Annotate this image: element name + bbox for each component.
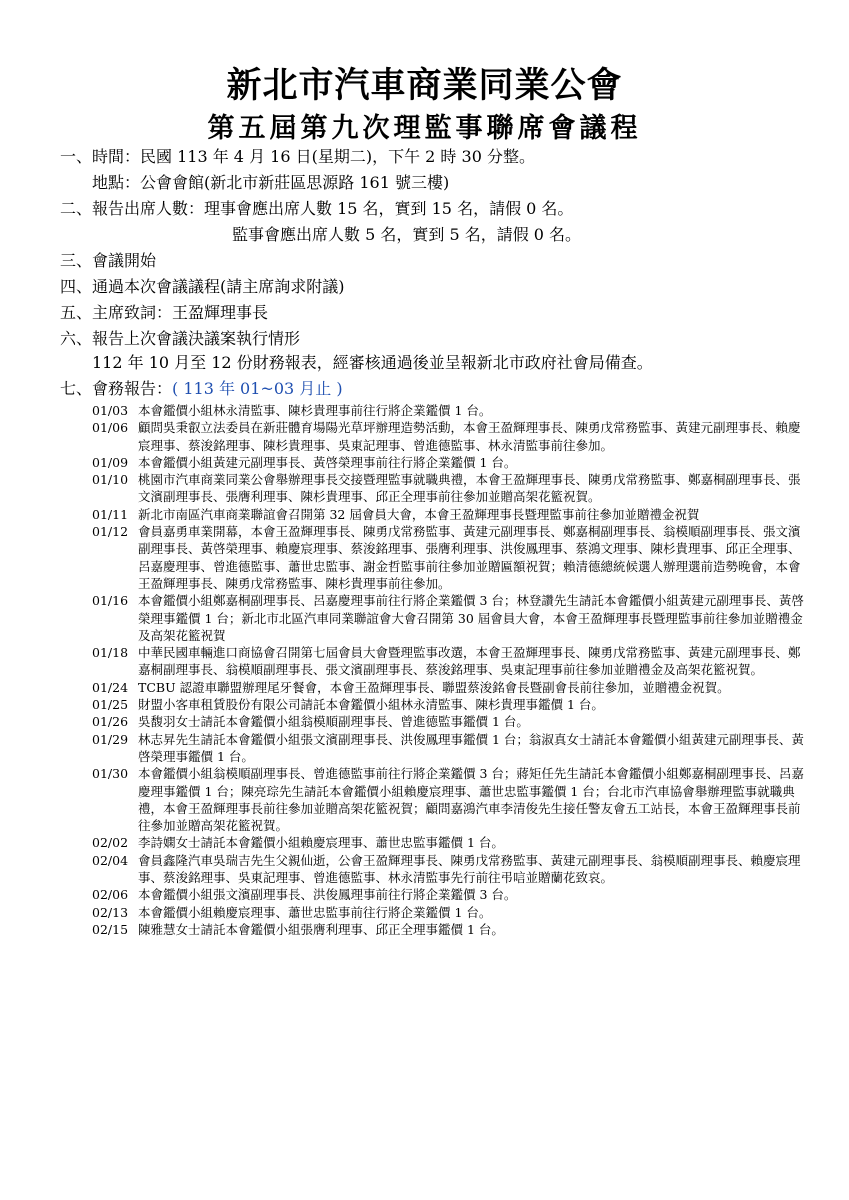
- entry-text: 桃園市汽車商業同業公會舉辦理事長交接暨理監事就職典禮，本會王盈輝理事長、陳勇戊常務監事、鄭嘉桐副理事長、張文濱副理事長、張膺利理事、陳杉貴理事、邱正全理事前往參加並贈高架花籃祝賀。: [138, 472, 801, 505]
- entry-date: 02/02: [92, 835, 129, 851]
- section-attendance-supervisors: 監事會應出席人數 5 名，實到 5 名，請假 0 名。: [232, 225, 582, 244]
- entry-date: 01/16: [92, 593, 129, 609]
- entry-date: 01/11: [92, 506, 129, 522]
- entry-date: 01/09: [92, 454, 129, 470]
- entry-date: 01/10: [92, 472, 129, 488]
- entry-text: 本會鑑價小組黃建元副理事長、黃啓榮理事前往行將企業鑑價 1 台。: [138, 454, 517, 470]
- entry-date: 01/06: [92, 420, 129, 436]
- entry-text: 陳雅慧女士請託本會鑑價小組張膺利理事、邱正全理事鑑價 1 台。: [138, 921, 504, 937]
- section-business-report: [60, 378, 343, 400]
- financial-report-note: 112 年 10 月至 12 份財務報表，經審核通過後並呈報新北市政府社會局備查。: [92, 353, 653, 372]
- report-entry: [92, 921, 804, 938]
- entry-date: 01/12: [92, 524, 129, 540]
- entry-text: 本會鑑價小組張文濱副理事長、洪俊鳳理事前往行將企業鑑價 3 台。: [138, 887, 517, 903]
- report-entry: [92, 834, 804, 851]
- section-chair-speech: 五、主席致詞：王盈輝理事長: [60, 303, 269, 322]
- report-entry: [92, 904, 804, 921]
- section-agenda: 四、通過本次會議議程(請主席詢求附議): [60, 277, 345, 296]
- report-entry: [92, 523, 804, 592]
- entry-date: 02/15: [92, 921, 129, 937]
- entry-text: TCBU 認證車聯盟辦理尾牙餐會，本會王盈輝理事長、聯盟蔡浚銘會長暨副會長前往參加，並贈禮金祝賀。: [138, 679, 730, 695]
- entry-text: 李詩嫻女士請託本會鑑價小組賴慶宸理事、蕭世忠監事鑑價 1 台。: [138, 835, 504, 851]
- entry-date: 01/03: [92, 403, 129, 418]
- entry-text: 吳馥羽女士請託本會鑑價小組翁模順副理事長、曾進德監事鑑價 1 台。: [138, 714, 529, 730]
- section-time: 一、時間：民國 113 年 4 月 16 日(星期二)，下午 2 時 30 分整。: [60, 147, 535, 166]
- report-entry: [92, 886, 804, 903]
- entry-date: 01/29: [92, 731, 129, 747]
- entry-text: 會員鑫隆汽車吳瑞吉先生父親仙逝，公會王盈輝理事長、陳勇戊常務監事、黃建元副理事長、翁模順副理事長、賴慶宸理事、蔡浚銘理事、吳東記理事、曾進德監事、林永清監事先行前往弔唁並贈蘭花致哀。: [138, 852, 801, 886]
- report-entry: [92, 765, 804, 834]
- entry-date: 02/13: [92, 904, 129, 920]
- entry-text: 林志昇先生請託本會鑑價小組張文濱副理事長、洪俊鳳理事鑑價 1 台；翁淑真女士請託本會鑑價小組黃建元副理事長、黃啓榮理事鑑價 1 台。: [138, 731, 804, 764]
- report-entry: [92, 402, 804, 419]
- report-entry: [92, 852, 804, 887]
- entry-date: 01/24: [92, 679, 129, 695]
- entry-text: 本會鑑價小組鄭嘉桐副理事長、呂嘉慶理事前往行將企業鑑價 3 台；林登讚先生請託本會鑑價小組黃建元副理事長、黃啓榮理事鑑價 1 台；新北市北區汽車同業聯誼會大會召開第 30 屆會員大會，本會王盈輝理事長暨理監事前往參加並贈禮金及高架花籃祝賀: [138, 593, 804, 643]
- report-entry: [92, 713, 804, 730]
- section-place: 地點：公會會館(新北市新莊區思源路 161 號三樓): [92, 173, 450, 192]
- entry-text: 財盟小客車租賃股份有限公司請託本會鑑價小組林永清監事、陳杉貴理事鑑價 1 台。: [138, 697, 604, 713]
- report-entry: [92, 471, 804, 506]
- report-entry: [92, 454, 804, 471]
- report-entry: [92, 592, 804, 644]
- organization-title: 新北市汽車商業同業公會: [226, 66, 623, 106]
- entry-date: 02/06: [92, 887, 129, 903]
- entry-date: 02/04: [92, 852, 129, 868]
- entry-date: 01/25: [92, 697, 129, 713]
- entry-text: 中華民國車輛進口商協會召開第七屆會員大會暨理監事改選，本會王盈輝理事長、陳勇戊常務監事、黃建元副理事長、鄭嘉桐副理事長、翁模順副理事長、張文濱副理事長、蔡浚銘理事、吳東記理事前往參加並贈禮金及高架花籃祝賀。: [138, 645, 801, 678]
- business-report-period: ( 113 年 01~03 月止 ): [172, 379, 343, 398]
- entry-text: 本會鑑價小組翁模順副理事長、曾進德監事前往行將企業鑑價 3 台；蔣矩任先生請託本會鑑價小組鄭嘉桐副理事長、呂嘉慶理事鑑價 1 台；陳亮琮先生請託本會鑑價小組賴慶宸理事、蕭世忠監事鑑價 1 台；台北市汽車協會舉辦理監事就職典禮，本會王盈輝理事長前往參加並贈高架花籃祝賀；顧問嘉鴻汽車李清俊先生接任警友會五工站長，本會王盈輝理事長前往參加並贈高架花籃祝賀。: [138, 766, 804, 834]
- business-report-list: [92, 402, 804, 938]
- section-resolution-report: 六、報告上次會議決議案執行情形: [60, 329, 301, 348]
- entry-text: 會員嘉勇車業開幕，本會王盈輝理事長、陳勇戊常務監事、黃建元副理事長、鄭嘉桐副理事長、翁模順副理事長、張文濱副理事長、黃啓榮理事、賴慶宸理事、蔡浚銘理事、張膺利理事、洪俊鳳理事、蔡鴻文理事、陳杉貴理事、邱正全理事、呂嘉慶理事、曾進德監事、蕭世忠監事、謝金哲監事前往參加並贈匾額祝賀；賴清德總統候選人辦理選前造勢晚會，本會王盈輝理事長、陳勇戊常務監事、陳杉貴理事前往參加。: [138, 524, 801, 591]
- entry-date: 01/30: [92, 766, 129, 782]
- entry-date: 01/18: [92, 645, 129, 661]
- meeting-title: 第五屆第九次理監事聯席會議程: [207, 113, 642, 144]
- entry-text: 新北市南區汽車商業聯誼會召開第 32 屆會員大會，本會王盈輝理事長暨理監事前往參加並贈禮金祝賀: [138, 506, 700, 522]
- section-opening: 三、會議開始: [60, 251, 157, 270]
- entry-text: 本會鑑價小組林永清監事、陳杉貴理事前往行將企業鑑價 1 台。: [138, 403, 492, 418]
- report-entry: [92, 644, 804, 679]
- business-report-label: 七、會務報告：: [60, 379, 173, 398]
- entry-date: 01/26: [92, 714, 129, 730]
- entry-text: 本會鑑價小組賴慶宸理事、蕭世忠監事前往行將企業鑑價 1 台。: [138, 904, 492, 920]
- entry-text: 顧問吳秉叡立法委員在新莊體育場陽光草坪辦理造勢活動，本會王盈輝理事長、陳勇戊常務監事、黃建元副理事長、賴慶宸理事、蔡浚銘理事、陳杉貴理事、吳東記理事、曾進德監事、林永清監事前往參加。: [138, 420, 801, 453]
- report-entry: [92, 679, 804, 696]
- report-entry: [92, 506, 804, 523]
- report-entry: [92, 731, 804, 766]
- section-attendance: 二、報告出席人數：理事會應出席人數 15 名，實到 15 名，請假 0 名。: [60, 199, 574, 218]
- report-entry: [92, 696, 804, 713]
- report-entry: [92, 419, 804, 454]
